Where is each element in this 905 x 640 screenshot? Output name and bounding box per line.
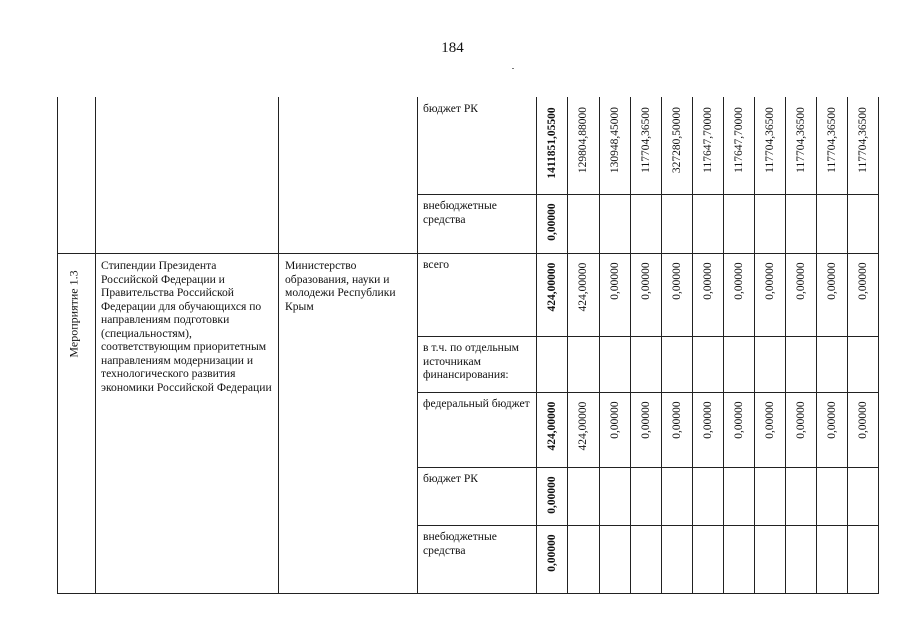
page-number: 184 bbox=[441, 40, 464, 56]
year-value: 0,00000 bbox=[639, 262, 652, 300]
column-line bbox=[95, 97, 96, 594]
year-value: 117704,36500 bbox=[639, 107, 652, 174]
year-value: 130948,45000 bbox=[608, 107, 621, 174]
year-value: 0,00000 bbox=[701, 262, 714, 300]
year-value: 0,00000 bbox=[608, 401, 621, 439]
column-line bbox=[278, 97, 279, 594]
funding-source: внебюджетные средства bbox=[423, 530, 497, 557]
column-line bbox=[878, 97, 879, 594]
column-line bbox=[847, 97, 848, 594]
year-value: 0,00000 bbox=[825, 262, 838, 300]
column-line bbox=[692, 97, 693, 594]
year-value: 117647,70000 bbox=[701, 107, 714, 174]
year-value: 117704,36500 bbox=[825, 107, 838, 174]
funding-source: внебюджетные средства bbox=[423, 199, 497, 226]
row-line bbox=[417, 336, 879, 337]
column-line bbox=[536, 97, 537, 594]
year-value: 0,00000 bbox=[763, 401, 776, 439]
funding-source: в т.ч. по отдельным источникам финансирования: bbox=[423, 341, 519, 381]
measure-label: Мероприятие 1.3 bbox=[66, 270, 81, 358]
year-value: 117704,36500 bbox=[763, 107, 776, 174]
row-line bbox=[57, 253, 418, 254]
funding-source: бюджет РК bbox=[423, 102, 479, 115]
year-value: 0,00000 bbox=[825, 401, 838, 439]
funding-source: всего bbox=[423, 258, 450, 271]
column-line bbox=[816, 97, 817, 594]
year-value: 0,00000 bbox=[763, 262, 776, 300]
year-value: 0,00000 bbox=[732, 401, 745, 439]
total-value: 424,00000 bbox=[545, 401, 558, 451]
year-value: 0,00000 bbox=[670, 262, 683, 300]
year-value: 0,00000 bbox=[856, 262, 869, 300]
measure-name: Стипендии Президента Российской Федерации и Правительства Российской Федерации для обучающихся по направлениям подготовки (специальностям), соответствующим приоритетным направлениям модернизации и технологического развития экономики Российской Федерации bbox=[101, 259, 272, 394]
year-value: 129804,88000 bbox=[577, 107, 589, 174]
year-value: 0,00000 bbox=[670, 401, 683, 439]
year-value: 117704,36500 bbox=[856, 107, 869, 174]
row-line bbox=[417, 467, 879, 468]
year-value: 0,00000 bbox=[639, 401, 652, 439]
column-line bbox=[417, 97, 418, 594]
year-value: 424,00000 bbox=[577, 262, 589, 312]
funding-source: федеральный бюджет bbox=[423, 397, 530, 410]
total-value: 1411851,05500 bbox=[545, 107, 558, 179]
total-value: 0,00000 bbox=[545, 534, 558, 572]
column-line bbox=[754, 97, 755, 594]
column-line bbox=[599, 97, 600, 594]
column-line bbox=[630, 97, 631, 594]
year-value: 0,00000 bbox=[732, 262, 745, 300]
year-value: 0,00000 bbox=[608, 262, 621, 300]
total-value: 0,00000 bbox=[545, 203, 558, 241]
year-value: 424,00000 bbox=[577, 401, 589, 451]
row-line bbox=[417, 194, 879, 195]
year-value: 117704,36500 bbox=[794, 107, 807, 174]
funding-source: бюджет РК bbox=[423, 472, 479, 485]
column-line bbox=[567, 97, 568, 594]
total-value: 0,00000 bbox=[545, 476, 558, 514]
column-line bbox=[57, 97, 58, 594]
row-line bbox=[417, 392, 879, 393]
executor: Министерство образования, науки и молодежи Республики Крым bbox=[285, 259, 396, 313]
column-line bbox=[661, 97, 662, 594]
row-line bbox=[57, 593, 879, 594]
column-line bbox=[785, 97, 786, 594]
year-value: 0,00000 bbox=[856, 401, 869, 439]
total-value: 424,00000 bbox=[545, 262, 558, 312]
year-value: 117647,70000 bbox=[732, 107, 745, 174]
year-value: 0,00000 bbox=[701, 401, 714, 439]
year-value: 327280,50000 bbox=[670, 107, 683, 174]
row-line bbox=[417, 253, 879, 254]
column-line bbox=[723, 97, 724, 594]
year-value: 0,00000 bbox=[794, 262, 807, 300]
row-line bbox=[417, 525, 879, 526]
year-value: 0,00000 bbox=[794, 401, 807, 439]
